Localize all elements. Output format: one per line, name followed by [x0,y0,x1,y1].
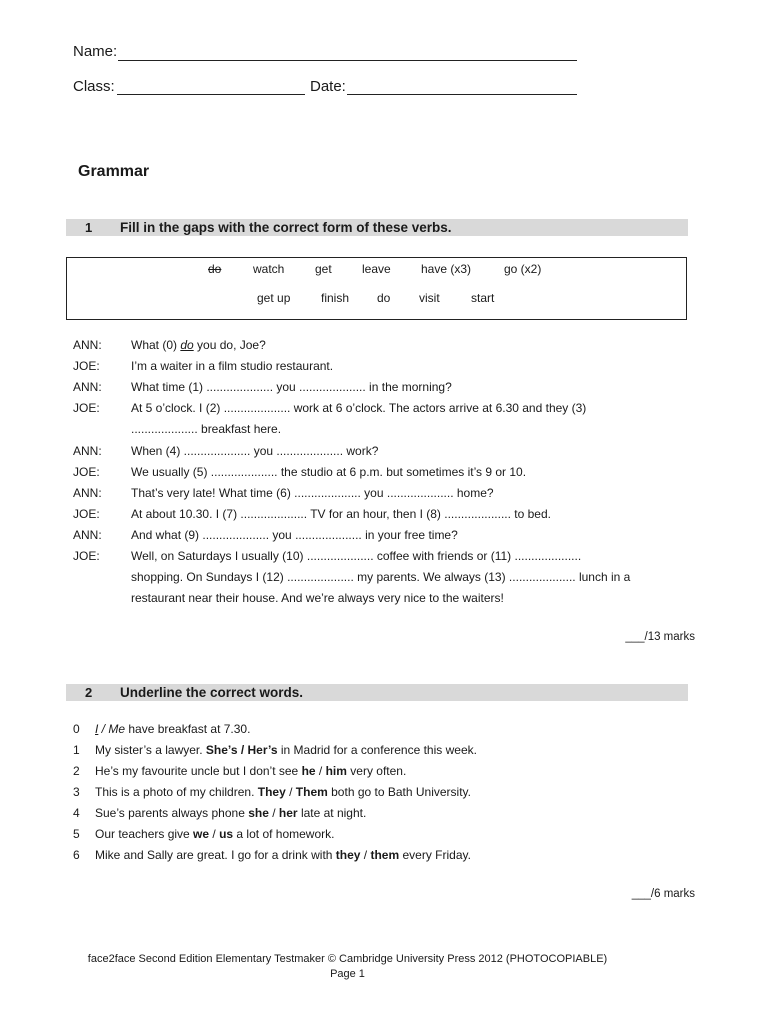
dialogue-speaker: ANN: [73,338,102,352]
exercise-1-marks: ___/13 marks [625,631,695,643]
name-label: Name: [73,43,118,60]
item-number: 1 [73,743,80,757]
verb-box [66,257,687,320]
dialogue-speaker: ANN: [73,380,102,394]
dialogue-text: When (4) .................... you .................... work? [131,444,379,458]
item-text: Mike and Sally are great. I go for a drink with they / them every Friday. [95,848,471,862]
item-number: 4 [73,806,80,820]
date-field[interactable] [347,94,577,95]
footer-page: Page 1 [330,968,365,980]
item-text: This is a photo of my children. They / Them both go to Bath University. [95,785,471,799]
exercise-1-number: 1 [85,220,93,235]
item-number: 6 [73,848,80,862]
verb-item: start [471,291,495,305]
dialogue-text: Well, on Saturdays I usually (10) .................... coffee with friends or (11) .................... [131,549,582,563]
verb-item: get up [257,291,291,305]
dialogue-speaker: ANN: [73,528,102,542]
item-text: Sue’s parents always phone she / her late at night. [95,806,367,820]
verb-item: watch [253,262,285,276]
exercise-2-header [66,684,688,701]
verb-item: do [208,262,222,276]
exercise-1-title: Fill in the gaps with the correct form of these verbs. [120,220,452,235]
dialogue-text: restaurant near their house. And we’re always very nice to the waiters! [131,591,504,605]
verb-item: visit [419,291,440,305]
exercise-2-number: 2 [85,685,93,700]
item-text: My sister’s a lawyer. She’s / Her’s in Madrid for a conference this week. [95,743,477,757]
date-label: Date: [310,78,346,95]
item-text: I / Me have breakfast at 7.30. [95,722,251,736]
dialogue-speaker: ANN: [73,444,102,458]
dialogue-speaker: JOE: [73,549,100,563]
exercise-2-marks: ___/6 marks [631,888,695,900]
dialogue-text: What time (1) .................... you .................... in the morning? [131,380,452,394]
dialogue-text: shopping. On Sundays I (12) .................... my parents. We always (13) .................... lunch in a [131,570,631,584]
dialogue-text: At 5 o’clock. I (2) .................... work at 6 o’clock. The actors arrive at 6.30 and they (3) [131,401,587,415]
dialogue-speaker: ANN: [73,486,102,500]
item-number: 5 [73,827,80,841]
exercise-2-title: Underline the correct words. [120,685,304,700]
name-field[interactable] [118,60,577,61]
item-text: He’s my favourite uncle but I don’t see he / him very often. [95,764,407,778]
dialogue-speaker: JOE: [73,359,100,373]
dialogue-text: .................... breakfast here. [131,422,282,436]
class-label: Class: [73,78,115,95]
dialogue-text: What (0) do you do, Joe? [131,338,266,352]
dialogue-speaker: JOE: [73,401,100,415]
verb-item: do [377,291,391,305]
verb-item: leave [362,262,391,276]
exercise-1-header [66,219,688,236]
verb-item: get [315,262,332,276]
dialogue-speaker: JOE: [73,507,100,521]
item-number: 0 [73,722,80,736]
section-heading: Grammar [78,163,150,180]
item-number: 2 [73,764,80,778]
dialogue-text: That’s very late! What time (6) .................... you .................... home? [131,486,494,500]
dialogue-text: At about 10.30. I (7) .................... TV for an hour, then I (8) .................... to bed. [131,507,551,521]
item-text: Our teachers give we / us a lot of homework. [95,827,335,841]
item-number: 3 [73,785,80,799]
verb-item: go (x2) [504,262,542,276]
dialogue-text: I’m a waiter in a film studio restaurant. [131,359,334,373]
verb-item: finish [321,291,350,305]
footer-copyright: face2face Second Edition Elementary Testmaker © Cambridge University Press 2012 (PHOTOCOPIABLE) [87,953,608,965]
dialogue-text: And what (9) .................... you .................... in your free time? [131,528,458,542]
class-field[interactable] [117,94,305,95]
dialogue-text: We usually (5) .................... the studio at 6 p.m. but sometimes it’s 9 or 10. [131,465,527,479]
dialogue-speaker: JOE: [73,465,100,479]
verb-item: have (x3) [421,262,472,276]
